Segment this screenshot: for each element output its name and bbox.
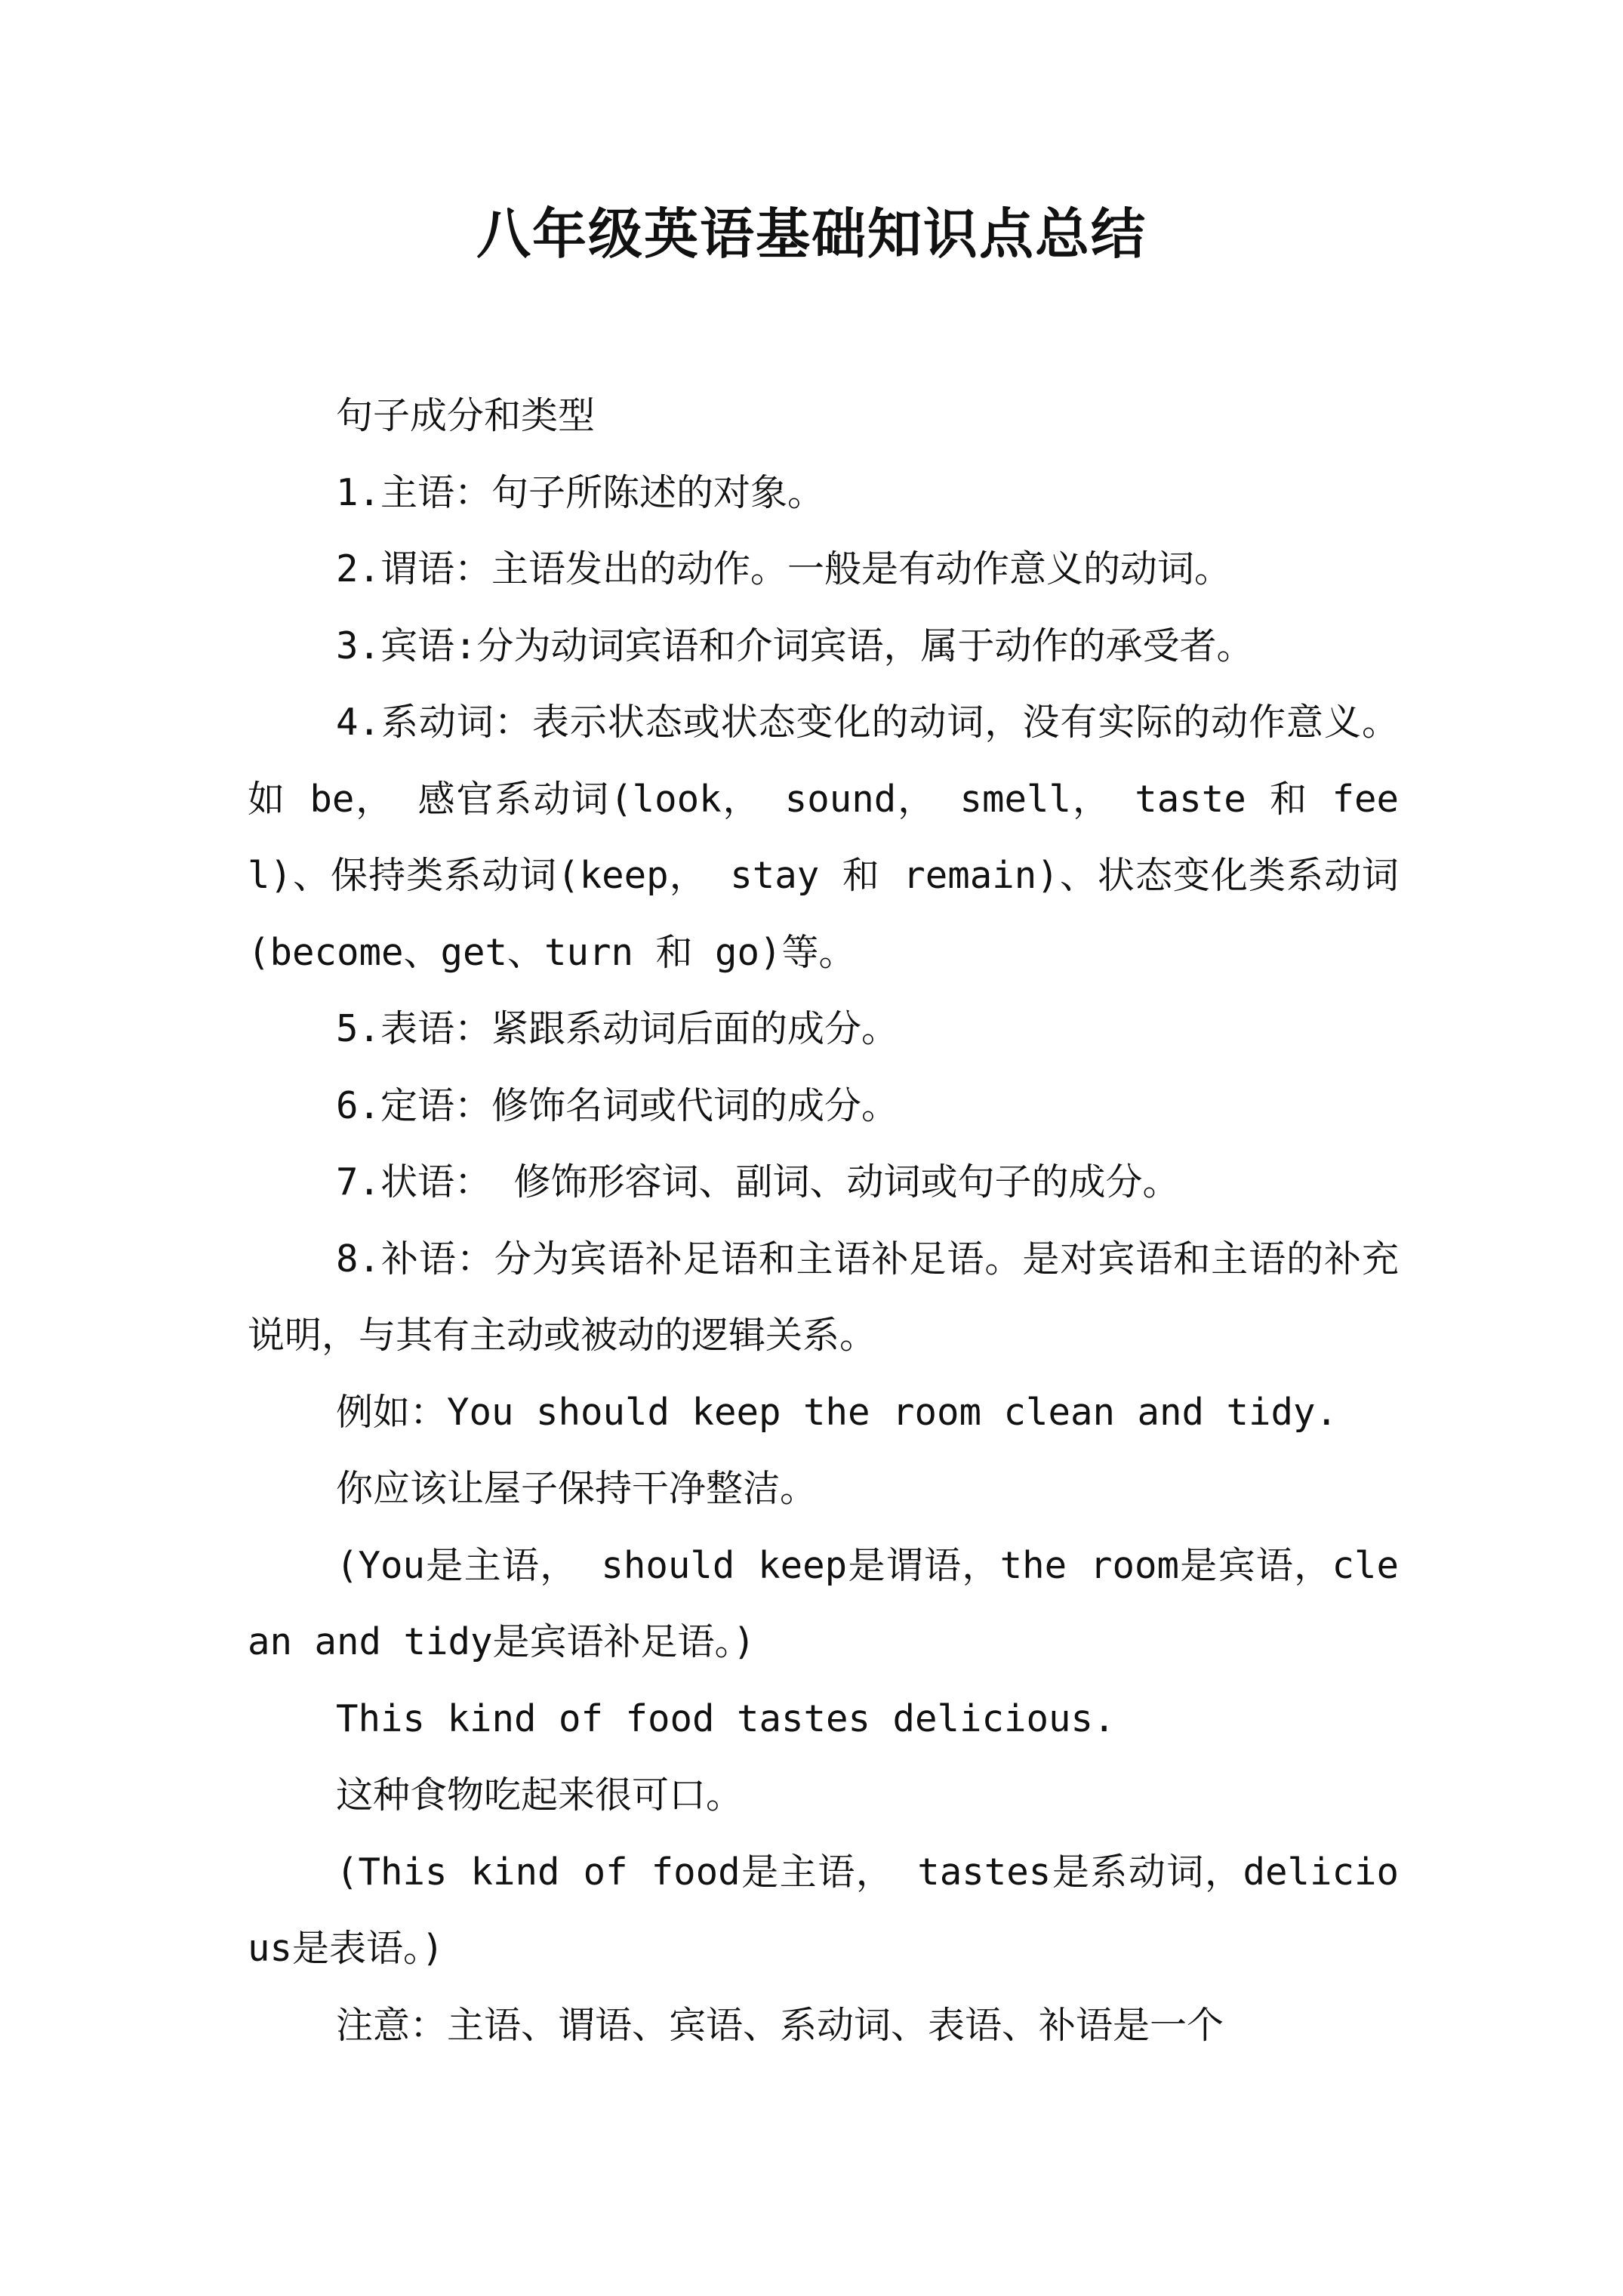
paragraph: 6.定语：修饰名词或代词的成分。: [336, 1083, 899, 1127]
example-sentence: This kind of food tastes delicious.: [336, 1697, 1116, 1740]
paragraph: 5.表语：紧跟系动词后面的成分。: [336, 1007, 899, 1050]
note-paragraph: 注意：主语、谓语、宾语、系动词、表语、补语是一个: [336, 2003, 1224, 2047]
paragraph: 4.系动词：表示状态或状态变化的动词，没有实际的动作意义。如 be， 感官系动词(look， sound， smell， taste 和 feel)、保持类系动词(keep， stay 和 remain)、状态变化类系动词(become、get、turn 和 go)等。: [248, 701, 1399, 974]
paragraph: 2.谓语：主语发出的动作。一般是有动作意义的动词。: [336, 547, 1232, 590]
document-body: [248, 378, 1399, 2063]
paragraph: 8.补语：分为宾语补足语和主语补足语。是对宾语和主语的补充说明，与其有主动或被动的逻辑关系。: [248, 1237, 1399, 1357]
paragraph: 7.状语： 修饰形容词、副词、动词或句子的成分。: [336, 1160, 1180, 1203]
paragraph: 3.宾语:分为动词宾语和介词宾语，属于动作的承受者。: [336, 624, 1254, 667]
example-translation: 你应该让屋子保持干净整洁。: [336, 1467, 818, 1510]
example-analysis: (You是主语， should keep是谓语，the room是宾语，clean and tidy是宾语补足语。): [248, 1543, 1399, 1663]
paragraph: 1.主语：句子所陈述的对象。: [336, 470, 825, 514]
example-sentence: 例如：You should keep the room clean and tidy.: [336, 1390, 1338, 1434]
example-translation: 这种食物吃起来很可口。: [336, 1774, 744, 1817]
example-analysis: (This kind of food是主语， tastes是系动词，delicious是表语。): [248, 1850, 1399, 1970]
section-heading: 句子成分和类型: [336, 394, 596, 437]
document-title: 八年级英语基础知识点总结: [476, 202, 1147, 266]
